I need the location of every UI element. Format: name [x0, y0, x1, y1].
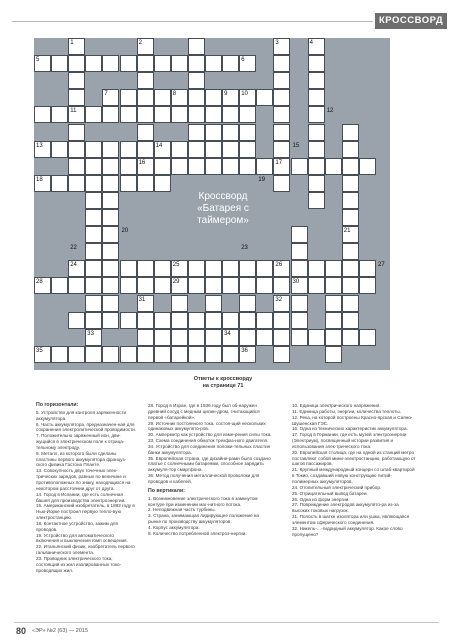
grid-cell[interactable]: [120, 260, 137, 277]
grid-cell[interactable]: [188, 312, 205, 329]
grid-cell[interactable]: [342, 141, 359, 158]
grid-cell[interactable]: [85, 346, 102, 363]
clue-number: 23: [241, 245, 248, 252]
grid-cell[interactable]: [171, 329, 188, 346]
grid-cell[interactable]: [188, 55, 205, 72]
grid-cell[interactable]: [68, 55, 85, 72]
grid-cell[interactable]: [85, 192, 102, 209]
clue-list: [148, 496, 272, 537]
grid-cell[interactable]: [102, 175, 119, 192]
header-rule: [12, 21, 373, 22]
grid-cell[interactable]: [102, 243, 119, 260]
grid-cell[interactable]: [239, 124, 256, 141]
clue-number: 20: [121, 228, 129, 235]
grid-cell[interactable]: [308, 260, 325, 277]
clue-number: 6: [241, 57, 245, 64]
grid-cell[interactable]: [171, 106, 188, 123]
grid-cell[interactable]: [222, 158, 239, 175]
clue-item: 13. Совокупность двух точечных элек-трических зарядов, равных по величине и противоположных по знаку, находящихся на некотором расстоянии друг от друга.: [36, 468, 131, 491]
grid-cell[interactable]: [188, 158, 205, 175]
clue-item: 10. Единица электрического напряжения.: [292, 403, 381, 408]
clue-item: 15. Американский изобретатель, в 1882 году в Нью-Йорке построил первую тепло-вую электростанцию.: [36, 503, 135, 521]
grid-cell[interactable]: [154, 346, 171, 363]
grid-cell[interactable]: [137, 260, 154, 277]
grid-cell[interactable]: [68, 158, 85, 175]
grid-cell[interactable]: [171, 346, 188, 363]
title-line-2: «Батарея с: [197, 203, 249, 214]
grid-cell[interactable]: [102, 158, 119, 175]
grid-cell[interactable]: [137, 89, 154, 106]
grid-cell[interactable]: [239, 329, 256, 346]
grid-cell[interactable]: [359, 158, 376, 175]
grid-cell[interactable]: [171, 158, 188, 175]
clue-number: 27: [378, 262, 385, 269]
clue-item: 1. Возникновение электрического тока в замкнутом контуре при изменении маг-нитного потока.: [148, 495, 258, 507]
grid-cell[interactable]: [342, 192, 359, 209]
grid-cell[interactable]: [137, 106, 154, 123]
section-label: КРОССВОРД: [375, 13, 447, 29]
grid-cell[interactable]: [154, 106, 171, 123]
grid-cell[interactable]: [256, 158, 273, 175]
clue-item: 6. Часть аккумулятора, предназначен-ная для сохранения электролитической проводимости.: [36, 421, 137, 433]
grid-cell[interactable]: [308, 329, 325, 346]
grid-cell[interactable]: [308, 277, 325, 294]
clue-item: 12. Река, на которой построены Красно-ярская и Саяно-Шушенская ГЭС.: [292, 414, 413, 426]
grid-cell[interactable]: [256, 277, 273, 294]
grid-cell[interactable]: [68, 141, 85, 158]
grid-cell[interactable]: [325, 295, 342, 312]
grid-cell[interactable]: [205, 329, 222, 346]
clue-item: 2. Неподвижная часть турбины.: [148, 507, 216, 513]
clue-item: 34. Устройство для соединения положи-тельных пластин банки аккумулятора.: [148, 443, 271, 455]
grid-cell[interactable]: [102, 295, 119, 312]
grid-cell[interactable]: [188, 89, 205, 106]
grid-cell[interactable]: [120, 175, 137, 192]
clue-item: 14. Город в Испании, где есть солнечная башня для производства электроэнергии.: [36, 491, 126, 503]
grid-cell[interactable]: [102, 312, 119, 329]
grid-cell[interactable]: [171, 55, 188, 72]
grid-cell[interactable]: [222, 55, 239, 72]
grid-cell[interactable]: [325, 158, 342, 175]
grid-cell[interactable]: [291, 243, 308, 260]
grid-cell[interactable]: [222, 346, 239, 363]
grid-cell[interactable]: [222, 277, 239, 294]
title-line-1: Кроссворд: [198, 191, 248, 202]
grid-cell[interactable]: [102, 260, 119, 277]
clue-item: 5. Устройство для контроля заряженности аккумулятора.: [36, 409, 127, 421]
grid-cell[interactable]: [68, 312, 85, 329]
grid-cell[interactable]: [291, 158, 308, 175]
issue-info: «ЭР» №2 (63) — 2015: [32, 628, 89, 634]
grid-cell[interactable]: [68, 72, 85, 89]
clue-number: 7: [104, 91, 108, 98]
grid-cell[interactable]: [273, 141, 290, 158]
grid-cell[interactable]: [273, 55, 290, 72]
grid-cell[interactable]: [85, 158, 102, 175]
grid-cell[interactable]: [342, 175, 359, 192]
grid-cell[interactable]: [342, 295, 359, 312]
grid-cell[interactable]: [102, 277, 119, 294]
clue-number: 19: [258, 176, 265, 183]
grid-cell[interactable]: [171, 295, 188, 312]
grid-cell[interactable]: [154, 329, 171, 346]
grid-cell[interactable]: [205, 158, 222, 175]
clue-number: 1: [70, 40, 74, 46]
grid-cell[interactable]: [308, 158, 325, 175]
grid-cell[interactable]: [120, 141, 137, 158]
title-line-3: таймером»: [197, 215, 249, 226]
grid-cell[interactable]: [137, 124, 154, 141]
grid-cell[interactable]: [51, 277, 68, 294]
grid-cell[interactable]: [188, 124, 205, 141]
grid-cell[interactable]: [85, 312, 102, 329]
grid-cell[interactable]: [137, 346, 154, 363]
grid-cell[interactable]: [239, 312, 256, 329]
grid-cell[interactable]: [102, 55, 119, 72]
clue-number: 24: [70, 262, 77, 269]
grid-cell[interactable]: [137, 55, 154, 72]
grid-cell[interactable]: [291, 329, 308, 346]
clue-number: 25: [172, 262, 180, 269]
footer-rule: [14, 622, 439, 623]
grid-cell[interactable]: [342, 260, 359, 277]
grid-cell[interactable]: [188, 38, 205, 55]
grid-cell[interactable]: [222, 106, 239, 123]
grid-cell[interactable]: [205, 312, 222, 329]
clue-item: 9. Металл, из которого были сделаны пластины первого аккумулятора француз-ского физика Гастона Планте.: [36, 450, 127, 468]
grid-cell[interactable]: [188, 277, 205, 294]
grid-cell[interactable]: [120, 277, 137, 294]
clue-number: 17: [275, 159, 283, 166]
grid-cell[interactable]: [85, 243, 102, 260]
grid-cell[interactable]: [273, 346, 290, 363]
grid-cell[interactable]: [102, 106, 119, 123]
grid-cell[interactable]: [188, 260, 205, 277]
grid-cell[interactable]: [102, 209, 119, 226]
clue-item: 23. Проводник электрического тока, состоящий из жил изолированных токо-проводящих жил.: [36, 555, 122, 573]
clue-number: 5: [36, 57, 40, 64]
crossword-title: [178, 191, 268, 252]
grid-cell[interactable]: [120, 158, 137, 175]
clue-item: 25. Отрицательный вывод батареи.: [292, 490, 368, 496]
grid-cell[interactable]: [308, 106, 325, 123]
grid-cell[interactable]: [205, 89, 222, 106]
grid-cell[interactable]: [342, 209, 359, 226]
clue-number: 30: [292, 279, 300, 286]
grid-cell[interactable]: [188, 346, 205, 363]
grid-cell[interactable]: [273, 124, 290, 141]
grid-cell[interactable]: [51, 106, 68, 123]
clue-number: 2: [138, 40, 142, 46]
grid-cell[interactable]: [85, 260, 102, 277]
clue-number: 13: [36, 142, 43, 149]
grid-cell[interactable]: [137, 72, 154, 89]
grid-cell[interactable]: [222, 260, 239, 277]
grid-cell[interactable]: [85, 55, 102, 72]
grid-cell[interactable]: [85, 209, 102, 226]
grid-cell[interactable]: [308, 124, 325, 141]
grid-cell[interactable]: [291, 295, 308, 312]
grid-cell[interactable]: [171, 312, 188, 329]
grid-cell[interactable]: [256, 89, 273, 106]
grid-cell[interactable]: [205, 141, 222, 158]
clue-item: 18. Контактное устройство, зажим для проводов.: [36, 520, 118, 532]
clue-number: 10: [241, 91, 248, 98]
grid-cell[interactable]: [239, 260, 256, 277]
grid-cell[interactable]: [222, 141, 239, 158]
grid-cell[interactable]: [291, 260, 308, 277]
grid-cell[interactable]: [308, 72, 325, 89]
grid-cell[interactable]: [154, 312, 171, 329]
grid-cell[interactable]: [137, 312, 154, 329]
grid-cell[interactable]: [51, 346, 68, 363]
grid-cell[interactable]: [205, 295, 222, 312]
grid-cell[interactable]: [308, 55, 325, 72]
grid-cell[interactable]: [359, 277, 376, 294]
grid-cell[interactable]: [205, 260, 222, 277]
clue-number: 11: [70, 108, 77, 115]
clue-item: 16. Одна из технических характеристик аккумулятора.: [292, 426, 408, 432]
grid-cell[interactable]: [154, 89, 171, 106]
clue-number: 21: [343, 228, 351, 235]
grid-cell[interactable]: [68, 124, 85, 141]
clue-item: 36. Метод получения металлической проволоки для проводов и кабелей.: [148, 473, 260, 484]
clue-item: 22. Итальянский физик, изобретатель первого гальванического элемента.: [36, 544, 135, 556]
grid-cell[interactable]: [256, 312, 273, 329]
clue-number: 32: [275, 296, 283, 303]
grid-cell[interactable]: [342, 158, 359, 175]
grid-cell[interactable]: [137, 329, 154, 346]
clue-item: 19. Устройство для автоматического включения и выключения гомп освещения.: [36, 532, 128, 544]
clue-number: 36: [241, 347, 248, 354]
clue-item: 32. Никель-…-гидридный аккумулятор. Какое слово пропущено?: [292, 525, 403, 537]
down-clues-column: [292, 403, 416, 537]
clue-list: [148, 403, 272, 485]
grid-cell[interactable]: [222, 312, 239, 329]
grid-cell[interactable]: [342, 124, 359, 141]
grid-cell[interactable]: [188, 141, 205, 158]
clue-number: 33: [87, 330, 94, 337]
clue-item: 21. Крупный международный концерн со штаб-квартирой в Токио, создавший новую конструкцию литий-полимерных аккумуляторов.: [292, 467, 415, 484]
grid-cell[interactable]: [102, 226, 119, 243]
grid-cell[interactable]: [102, 192, 119, 209]
clue-number: 8: [172, 91, 177, 98]
clue-item: 26. Одна из форм энергии.: [292, 496, 350, 502]
clue-number: 12: [326, 108, 334, 115]
clue-item: 35. Европейская страна, где дизайне-рами было создано платье с солнечными батареями, способное зарядить аккумуля-тор смартфона.: [148, 455, 271, 473]
clue-number: 16: [138, 159, 146, 166]
grid-cell[interactable]: [85, 226, 102, 243]
grid-cell[interactable]: [325, 346, 342, 363]
grid-cell[interactable]: [51, 175, 68, 192]
grid-cell[interactable]: [325, 260, 342, 277]
clue-item: 20. Европейская столица, где на одной из станций метро поставляют собой мини-электростанцию, работающую от шагов пассажиров.: [292, 449, 416, 467]
clue-list: [36, 410, 137, 574]
grid-cell[interactable]: [137, 277, 154, 294]
grid-cell[interactable]: [291, 312, 308, 329]
grid-cell[interactable]: [308, 175, 325, 192]
grid-cell[interactable]: [205, 124, 222, 141]
grid-cell[interactable]: [359, 260, 376, 277]
grid-cell[interactable]: [154, 277, 171, 294]
clue-item: 28. Город в Израе, где в 1936 году был об-наружен древний сосуд с медным цилин-дром, считающийся первой «батарейкой».: [148, 403, 260, 420]
grid-cell[interactable]: [239, 295, 256, 312]
grid-cell[interactable]: [120, 106, 137, 123]
grid-cell[interactable]: [154, 158, 171, 175]
clue-number: 28: [36, 279, 43, 286]
grid-cell[interactable]: [188, 106, 205, 123]
grid-cell[interactable]: [308, 192, 325, 209]
clue-number: 35: [36, 347, 43, 354]
clue-item: 3. Страна, занимающая лидирующее положение на рынке по производству аккумуляторов.: [148, 513, 259, 525]
grid-cell[interactable]: [325, 329, 342, 346]
page-number: 80: [16, 626, 27, 636]
grid-cell[interactable]: [102, 141, 119, 158]
grid-cell[interactable]: [137, 141, 154, 158]
grid-cell[interactable]: [342, 277, 359, 294]
grid-cell[interactable]: [308, 141, 325, 158]
grid-cell[interactable]: [188, 72, 205, 89]
clue-item: 17. Город в Германии, где есть музей электроэнергии (Электриум), посвященный истории развития и использования элек-трического тока.: [292, 432, 407, 449]
grid-cell[interactable]: [273, 175, 290, 192]
grid-cell[interactable]: [205, 277, 222, 294]
grid-cell[interactable]: [68, 89, 85, 106]
grid-cell[interactable]: [273, 89, 290, 106]
grid-cell[interactable]: [308, 89, 325, 106]
clue-item: 30. Амперметр как устройство для изме-рения силы тока.: [148, 432, 272, 438]
grid-cell[interactable]: [120, 89, 137, 106]
grid-cell[interactable]: [85, 141, 102, 158]
grid-cell[interactable]: [273, 312, 290, 329]
grid-cell[interactable]: [256, 260, 273, 277]
grid-cell[interactable]: [239, 141, 256, 158]
clue-number: 14: [155, 142, 163, 149]
clue-item: 29. Источник постоянного тока, состоя-щий нескольких одинаковых аккумулято-ров.: [148, 420, 266, 432]
grid-cell[interactable]: [85, 277, 102, 294]
clue-number: 29: [172, 279, 180, 286]
grid-cell[interactable]: [154, 175, 171, 192]
clue-number: 26: [275, 262, 283, 269]
grid-cell[interactable]: [205, 346, 222, 363]
grid-cell[interactable]: [239, 158, 256, 175]
grid-cell[interactable]: [51, 55, 68, 72]
clue-item: 7. Положительно заряженный ион, дви-жущийся в электрическом поле к отрица-тельному электроду.: [36, 433, 125, 450]
grid-cell[interactable]: [120, 55, 137, 72]
middle-clues-column: [148, 403, 272, 537]
clue-number: 3: [275, 40, 279, 46]
across-heading: По горизонтали:: [36, 402, 79, 408]
clue-number: 31: [138, 296, 146, 303]
grid-cell[interactable]: [325, 312, 342, 329]
grid-cell[interactable]: [273, 72, 290, 89]
grid-cell[interactable]: [342, 312, 359, 329]
grid-cell[interactable]: [120, 346, 137, 363]
grid-cell[interactable]: [68, 277, 85, 294]
grid-cell[interactable]: [171, 141, 188, 158]
clue-number: 15: [292, 142, 300, 149]
grid-cell[interactable]: [342, 243, 359, 260]
grid-cell[interactable]: [68, 175, 85, 192]
grid-cell[interactable]: [154, 260, 171, 277]
grid-cell[interactable]: [102, 346, 119, 363]
grid-cell[interactable]: [68, 346, 85, 363]
grid-cell[interactable]: [222, 124, 239, 141]
grid-cell[interactable]: [85, 106, 102, 123]
grid-cell[interactable]: [325, 277, 342, 294]
across-clues-column: [36, 403, 137, 573]
grid-cell[interactable]: [154, 55, 171, 72]
clue-item: 4. Корпус аккумулятора.: [148, 524, 200, 530]
clue-item: 31. Полость в шатке изолятора или ушка, являющаяся элементом сферического соединения.: [292, 514, 410, 525]
answers-note: Ответы к кроссворду на странице 71: [193, 376, 253, 389]
clue-item: 11. Единица работы, энергии, количества теплоты.: [292, 408, 401, 414]
clue-number: 4: [309, 40, 313, 46]
clue-number: 9: [224, 91, 228, 98]
clue-list: [292, 403, 416, 537]
grid-cell[interactable]: [205, 106, 222, 123]
grid-cell[interactable]: [188, 329, 205, 346]
clue-item: 27. Повреждение электродов аккумулято-ра из-за высоких токовых нагрузок.: [292, 502, 399, 514]
grid-cell[interactable]: [239, 277, 256, 294]
grid-cell[interactable]: [359, 329, 376, 346]
grid-cell[interactable]: [34, 106, 51, 123]
grid-cell[interactable]: [85, 295, 102, 312]
grid-cell[interactable]: [273, 329, 290, 346]
clue-item: 24. Отопительный электрический прибор.: [292, 484, 382, 490]
grid-cell[interactable]: [85, 175, 102, 192]
clue-number: 18: [36, 176, 43, 183]
clue-number: 34: [224, 330, 231, 337]
grid-cell[interactable]: [273, 277, 290, 294]
clue-item: 33. Схема соединения обмоток трехфаз-ного двигателя.: [148, 438, 269, 444]
grid-cell[interactable]: [342, 329, 359, 346]
grid-cell[interactable]: [273, 106, 290, 123]
grid-cell[interactable]: [205, 55, 222, 72]
grid-cell[interactable]: [120, 312, 137, 329]
grid-cell[interactable]: [256, 329, 273, 346]
grid-cell[interactable]: [291, 226, 308, 243]
clue-item: 8. Количество потребленной электроэ-нергии.: [148, 530, 247, 536]
grid-cell[interactable]: [137, 175, 154, 192]
grid-cell[interactable]: [239, 106, 256, 123]
down-heading: По вертикали:: [148, 487, 185, 494]
grid-cell[interactable]: [51, 141, 68, 158]
clue-number: 22: [70, 245, 77, 252]
